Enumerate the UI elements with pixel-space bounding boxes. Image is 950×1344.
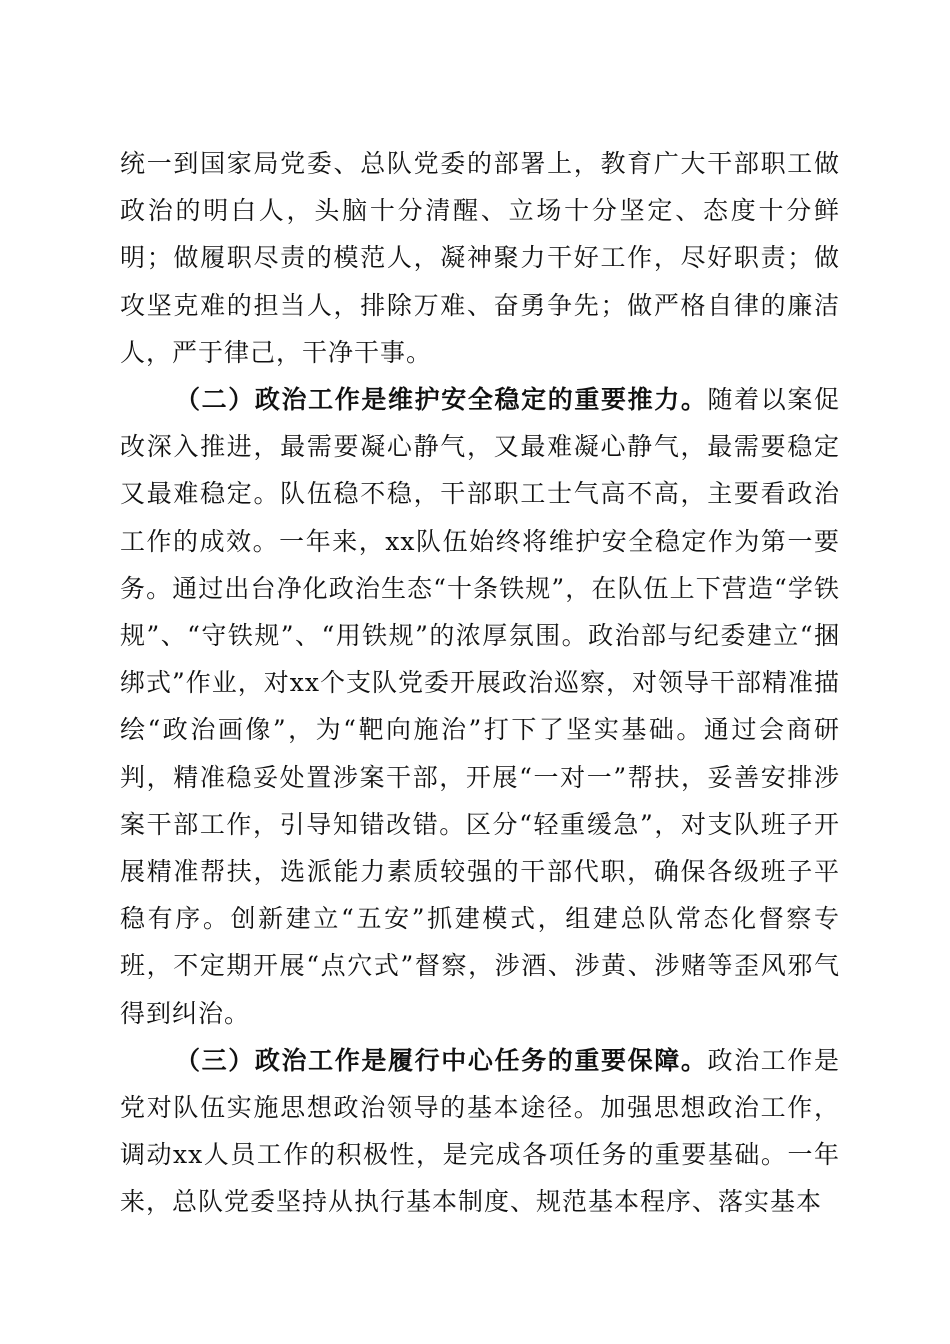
paragraph-text: 随着以案促改深入推进，最需要凝心静气，又最难凝心静气，最需要稳定又最难稳定。队伍稳不稳，干部职工士气高不高，主要看政治工作的成效。一年来，xx队伍始终将维护安全稳定作为第一要务。通过出台净化政治生态“十条铁规”，在队伍上下营造“学铁规”、“守铁规”、“用铁规”的浓厚氛围。政治部与纪委建立“捆绑式”作业，对xx个支队党委开展政治巡察，对领导干部精准描绘“政治画像”，为“靶向施治”打下了坚实基础。通过会商研判，精准稳妥处置涉案干部，开展“一对一”帮扶，妥善安排涉案干部工作，引导知错改错。区分“轻重缓急”，对支队班子开展精准帮扶，选派能力素质较强的干部代职，确保各级班子平稳有序。创新建立“五安”抓建模式，组建总队常态化督察专班，不定期开展“点穴式”督察，涉酒、涉黄、涉赌等歪风邪气得到纠治。 (120, 385, 840, 1028)
paragraph-section-3 (120, 1037, 840, 1226)
paragraph-text: 统一到国家局党委、总队党委的部署上，教育广大干部职工做政治的明白人，头脑十分清醒、立场十分坚定、态度十分鲜明；做履职尽责的模范人，凝神聚力干好工作，尽好职责；做攻坚克难的担当人，排除万难、奋勇争先；做严格自律的廉洁人，严于律己，干净干事。 (120, 149, 840, 367)
section-heading: （二）政治工作是维护安全稳定的重要推力。 (175, 385, 708, 415)
section-heading: （三）政治工作是履行中心任务的重要保障。 (175, 1045, 708, 1075)
paragraph-text: 政治工作是党对队伍实施思想政治领导的基本途径。加强思想政治工作，调动xx人员工作的积极性，是完成各项任务的重要基础。一年来，总队党委坚持从执行基本制度、规范基本程序、落实基本 (120, 1045, 840, 1217)
document-body (120, 140, 840, 1226)
paragraph-section-2 (120, 376, 840, 1037)
paragraph-continuation (120, 140, 840, 376)
